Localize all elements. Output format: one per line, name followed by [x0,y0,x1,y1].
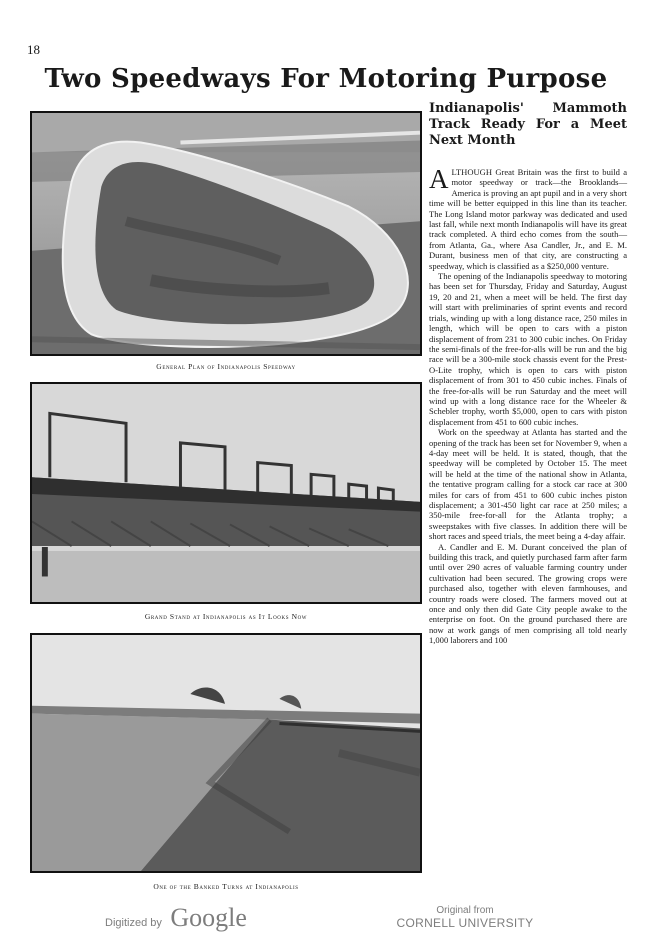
drop-cap: A [429,164,449,194]
banked-turn-photo [32,635,420,871]
figure-banked-turn [30,633,422,873]
figure-caption-3: One of the Banked Turns at Indianapolis [153,882,299,891]
article-paragraph-2: The opening of the Indianapolis speedway to motoring has been set for Thursday, Friday and Saturday, August 19, 20 and 21, when a meet will be held. The first day will start with preliminaries of sprint events and record trials, winding up with a long distance race, 250 miles in length, which will be open to cars with a piston displacement of from 231 to 300 cubic inches. On Friday the semi-finals of the free-for-alls will be run and the big race will be a 300-mile stock chassis event for the Prest-O-Lite trophy, which is open to cars with piston displacement of from 301 to 450 cubic inches. Finals of the free-for-alls will be run Saturday and the meet will wind up with a long distance race for the Wheeler & Schebler trophy, worth $5,000, open to cars with piston displacement from 451 to 600 cubic inches. [429,271,627,427]
google-logo: Google [170,903,247,932]
digitized-by-google [105,903,247,933]
figure-caption-2: Grand Stand at Indianapolis as It Looks Now [144,612,308,621]
article-paragraph-3: Work on the speedway at Atlanta has started and the opening of the track has been set for November 9, when a 4-day meet will be held. It is stated, though, that the speedway will be completed by October 15. The meet will be held at the time of the national show in Atlanta, the tentative program calling for a stock car race at 300 miles for cars of from 451 to 600 cubic inches piston displacement; a 301-450 light car race at 250 miles; a 350-mile free-for-all for the Atlanta trophy; a sweepstakes with five classes. In addition there will be short races and speed trials, the meet being a 4-day affair. [429,427,627,542]
original-from-label: Original from [436,905,494,916]
headline: Two Speedways For Motoring Purpose [44,64,608,94]
original-from-cornell [390,905,540,930]
figure-grand-stand [30,382,422,604]
digitized-by-label: Digitized by [105,917,162,929]
cornell-university-label: CORNELL UNIVERSITY [396,916,534,930]
speedway-plan-illustration [32,113,420,354]
grand-stand-photo [32,384,420,602]
article-paragraph-4: A. Candler and E. M. Durant conceived the plan of building this track, and quietly purchased farm after farm until over 290 acres of valuable farming country under cultivation had been secured. The growing crops were purchased also, together with eleven farmhouses, and country roads were closed. The farmers moved out at once and only then did Gate City people awake to the enterprise on foot. On the ground purchased there are now at work gangs of men comprising all told nearly 1,000 laborers and 100 [429,541,627,646]
article-paragraph-1-text: LTHOUGH Great Britain was the first to build a motor speedway or track—the Brooklands—America is proving an apt pupil and in a very short time will be better equipped in this line than its teacher. The Long Island motor parkway was dedicated and used last fall, while next month Indianapolis will have its great track completed. A third echo comes from the south—from Atlanta, Ga., where Asa Candler, Jr., and E. M. Durant, business men of that city, are constructing a speedway, which is classified as a $250,000 venture. [429,167,627,271]
subhead: Indianapolis' Mammoth Track Ready For a Meet Next Month [429,101,627,148]
page-number: 18 [27,42,40,57]
article-column [429,164,627,646]
article-paragraph-1 [429,164,627,271]
figure-caption-1: General Plan of Indianapolis Speedway [156,362,296,371]
figure-speedway-plan [30,111,422,356]
